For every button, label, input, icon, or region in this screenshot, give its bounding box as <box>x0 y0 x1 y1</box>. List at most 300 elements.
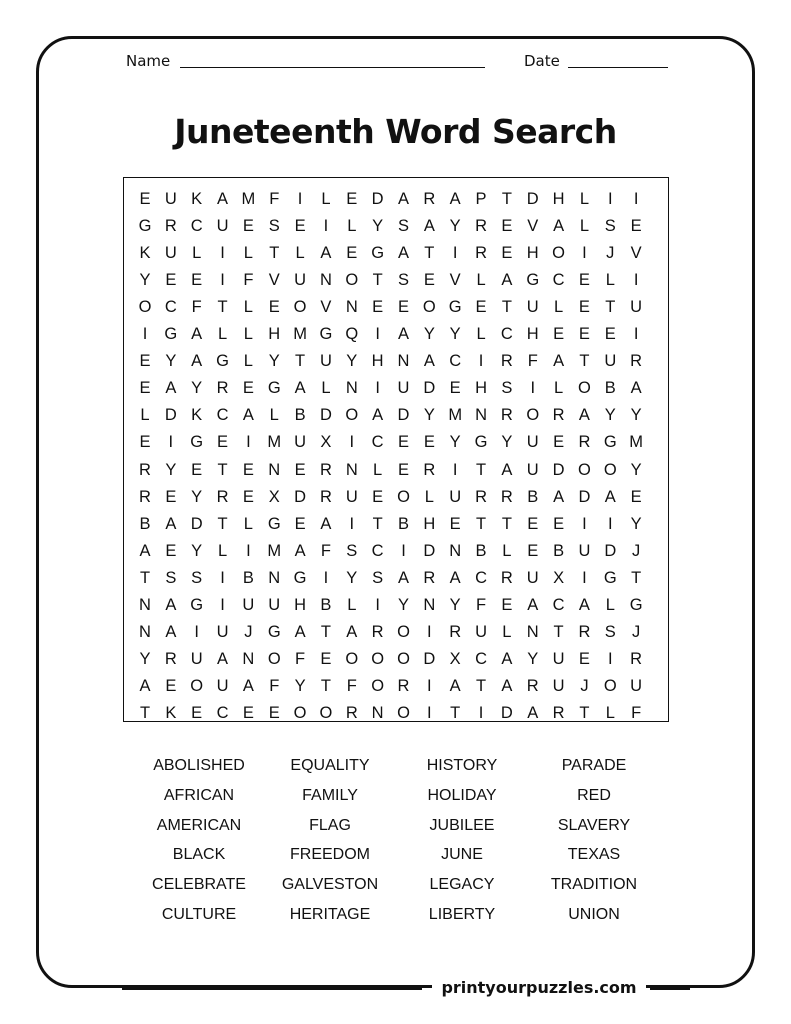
grid-cell[interactable]: O <box>293 703 307 722</box>
grid-cell[interactable]: E <box>397 460 409 479</box>
grid-cell[interactable]: E <box>630 487 642 506</box>
grid-cell[interactable]: I <box>427 622 432 641</box>
grid-cell[interactable]: L <box>321 379 331 398</box>
grid-cell[interactable]: I <box>452 460 458 479</box>
grid-cell[interactable]: A <box>397 190 409 208</box>
grid-cell[interactable]: V <box>630 244 642 263</box>
grid-cell[interactable]: A <box>527 703 539 722</box>
grid-cell[interactable]: E <box>578 325 590 344</box>
grid-cell[interactable]: U <box>190 649 203 668</box>
grid-cell[interactable]: Y <box>191 487 203 506</box>
grid-cell[interactable]: I <box>323 217 329 236</box>
grid-cell[interactable]: R <box>578 433 591 452</box>
grid-cell[interactable]: O <box>190 676 204 695</box>
grid-cell[interactable]: Q <box>345 325 359 344</box>
grid-cell[interactable]: G <box>629 595 643 614</box>
grid-cell[interactable]: R <box>139 487 151 506</box>
grid-cell[interactable]: E <box>553 514 565 533</box>
grid-cell[interactable]: S <box>268 217 280 236</box>
grid-cell[interactable]: A <box>242 676 254 695</box>
grid-cell[interactable]: T <box>501 514 512 533</box>
grid-cell[interactable]: F <box>269 190 280 208</box>
grid-cell[interactable]: H <box>371 352 384 371</box>
grid-cell[interactable]: Y <box>630 460 642 479</box>
grid-cell[interactable]: R <box>164 649 177 668</box>
grid-cell[interactable]: I <box>246 541 251 560</box>
grid-cell[interactable]: C <box>449 352 462 371</box>
grid-cell[interactable]: N <box>139 622 151 641</box>
grid-cell[interactable]: R <box>578 622 591 641</box>
grid-cell[interactable]: E <box>139 352 151 371</box>
grid-cell[interactable]: A <box>397 325 409 344</box>
grid-cell[interactable]: N <box>449 541 462 560</box>
grid-cell[interactable]: R <box>500 406 513 425</box>
grid-cell[interactable]: A <box>165 595 177 614</box>
grid-cell[interactable]: G <box>526 271 540 290</box>
grid-cell[interactable]: Y <box>423 406 435 425</box>
grid-cell[interactable]: A <box>604 487 616 506</box>
grid-cell[interactable]: N <box>345 460 358 479</box>
grid-cell[interactable]: R <box>345 703 358 722</box>
grid-cell[interactable]: I <box>349 433 355 452</box>
grid-cell[interactable]: R <box>423 568 436 587</box>
grid-cell[interactable]: J <box>244 622 253 641</box>
grid-cell[interactable]: R <box>526 676 539 695</box>
grid-cell[interactable]: D <box>578 487 591 506</box>
grid-cell[interactable]: L <box>476 271 486 290</box>
grid-cell[interactable]: F <box>476 595 487 614</box>
grid-cell[interactable]: J <box>632 541 641 560</box>
grid-cell[interactable]: Y <box>449 217 461 236</box>
grid-cell[interactable]: A <box>320 244 332 263</box>
grid-cell[interactable]: O <box>267 649 281 668</box>
grid-cell[interactable]: A <box>397 568 409 587</box>
grid-cell[interactable]: R <box>216 487 229 506</box>
grid-cell[interactable]: C <box>216 703 229 722</box>
grid-cell[interactable]: E <box>553 433 565 452</box>
grid-cell[interactable]: B <box>294 406 306 425</box>
grid-cell[interactable]: E <box>578 298 590 317</box>
grid-cell[interactable]: A <box>423 352 435 371</box>
grid-cell[interactable]: E <box>191 460 203 479</box>
grid-cell[interactable]: E <box>501 244 513 263</box>
grid-cell[interactable]: Y <box>527 649 539 668</box>
grid-cell[interactable]: R <box>500 568 513 587</box>
grid-cell[interactable]: L <box>605 703 615 722</box>
grid-cell[interactable]: E <box>242 487 254 506</box>
grid-cell[interactable]: A <box>139 676 151 695</box>
grid-cell[interactable]: Y <box>294 676 306 695</box>
grid-cell[interactable]: J <box>632 622 641 641</box>
grid-cell[interactable]: U <box>164 244 177 263</box>
grid-cell[interactable]: E <box>165 487 177 506</box>
grid-cell[interactable]: I <box>220 271 225 290</box>
grid-cell[interactable]: E <box>423 433 435 452</box>
grid-cell[interactable]: A <box>139 541 151 560</box>
grid-cell[interactable]: Y <box>630 514 642 533</box>
grid-cell[interactable]: D <box>604 541 617 560</box>
grid-cell[interactable]: E <box>630 217 642 236</box>
grid-cell[interactable]: R <box>216 379 229 398</box>
grid-cell[interactable]: I <box>220 568 225 587</box>
grid-cell[interactable]: I <box>142 325 148 344</box>
grid-cell[interactable]: D <box>164 406 177 425</box>
grid-cell[interactable]: D <box>423 541 436 560</box>
grid-cell[interactable]: L <box>243 325 253 344</box>
grid-cell[interactable]: T <box>217 514 228 533</box>
grid-cell[interactable]: I <box>297 190 303 208</box>
grid-cell[interactable]: X <box>320 433 332 452</box>
grid-cell[interactable]: Y <box>346 352 358 371</box>
grid-cell[interactable]: E <box>449 514 461 533</box>
grid-cell[interactable]: I <box>478 703 484 722</box>
grid-cell[interactable]: A <box>294 622 306 641</box>
grid-cell[interactable]: D <box>423 649 436 668</box>
grid-cell[interactable]: U <box>630 298 643 317</box>
grid-cell[interactable]: F <box>295 649 306 668</box>
grid-cell[interactable]: E <box>268 703 280 722</box>
grid-cell[interactable]: R <box>475 487 487 506</box>
name-field-line[interactable] <box>180 67 485 68</box>
grid-cell[interactable]: G <box>371 244 385 263</box>
grid-cell[interactable]: E <box>139 190 151 208</box>
grid-cell[interactable]: H <box>268 325 281 344</box>
grid-cell[interactable]: E <box>217 433 229 452</box>
grid-cell[interactable]: X <box>268 487 280 506</box>
grid-cell[interactable]: V <box>268 271 280 290</box>
grid-cell[interactable]: Y <box>165 352 177 371</box>
grid-cell[interactable]: T <box>579 703 590 722</box>
grid-cell[interactable]: G <box>474 433 488 452</box>
grid-cell[interactable]: A <box>346 622 358 641</box>
grid-cell[interactable]: R <box>552 703 565 722</box>
grid-cell[interactable]: A <box>397 244 409 263</box>
grid-cell[interactable]: I <box>323 568 329 587</box>
grid-cell[interactable]: E <box>139 433 151 452</box>
grid-cell[interactable]: S <box>397 217 409 236</box>
grid-cell[interactable]: E <box>423 271 435 290</box>
grid-cell[interactable]: I <box>401 541 406 560</box>
grid-cell[interactable]: Y <box>604 406 616 425</box>
grid-cell[interactable]: R <box>397 676 410 695</box>
grid-cell[interactable]: R <box>475 244 487 263</box>
grid-cell[interactable]: L <box>373 460 383 479</box>
grid-cell[interactable]: C <box>552 595 565 614</box>
grid-cell[interactable]: R <box>139 460 151 479</box>
grid-cell[interactable]: A <box>372 406 384 425</box>
grid-cell[interactable]: L <box>295 244 305 263</box>
grid-cell[interactable]: L <box>605 595 615 614</box>
grid-cell[interactable]: E <box>372 487 384 506</box>
grid-cell[interactable]: K <box>191 406 203 425</box>
grid-cell[interactable]: E <box>397 433 409 452</box>
grid-cell[interactable]: S <box>397 271 409 290</box>
grid-cell[interactable]: E <box>242 703 254 722</box>
grid-cell[interactable]: U <box>216 676 229 695</box>
grid-cell[interactable]: E <box>294 217 306 236</box>
grid-cell[interactable]: L <box>217 325 228 344</box>
grid-cell[interactable]: K <box>191 190 203 208</box>
grid-cell[interactable]: T <box>295 352 306 371</box>
grid-cell[interactable]: S <box>165 568 177 587</box>
grid-cell[interactable]: G <box>603 568 617 587</box>
grid-cell[interactable]: F <box>243 271 254 290</box>
grid-cell[interactable]: J <box>580 676 589 695</box>
grid-cell[interactable]: U <box>164 190 177 208</box>
grid-cell[interactable]: R <box>475 217 487 236</box>
grid-cell[interactable]: U <box>552 676 565 695</box>
grid-cell[interactable]: T <box>501 190 512 208</box>
grid-cell[interactable]: U <box>294 433 307 452</box>
grid-cell[interactable]: T <box>605 298 616 317</box>
grid-cell[interactable]: T <box>424 244 435 263</box>
grid-cell[interactable]: P <box>475 190 487 208</box>
grid-cell[interactable]: O <box>345 406 359 425</box>
grid-cell[interactable]: G <box>293 568 307 587</box>
grid-cell[interactable]: R <box>164 217 177 236</box>
grid-cell[interactable]: G <box>267 622 281 641</box>
grid-cell[interactable]: I <box>375 595 380 614</box>
grid-cell[interactable]: A <box>501 676 513 695</box>
grid-cell[interactable]: B <box>139 514 151 533</box>
grid-cell[interactable]: A <box>217 649 229 668</box>
grid-cell[interactable]: H <box>475 379 487 398</box>
grid-cell[interactable]: D <box>319 406 332 425</box>
grid-cell[interactable]: O <box>319 703 333 722</box>
grid-cell[interactable]: L <box>605 271 615 290</box>
grid-cell[interactable]: I <box>633 271 639 290</box>
grid-cell[interactable]: I <box>633 325 639 344</box>
grid-cell[interactable]: J <box>606 244 615 263</box>
grid-cell[interactable]: T <box>139 568 151 587</box>
grid-cell[interactable]: Y <box>449 325 461 344</box>
grid-cell[interactable]: A <box>191 352 203 371</box>
grid-cell[interactable]: E <box>346 190 358 208</box>
grid-cell[interactable]: T <box>450 703 461 722</box>
grid-cell[interactable]: L <box>217 541 228 560</box>
grid-cell[interactable]: A <box>294 541 306 560</box>
grid-cell[interactable]: S <box>191 568 203 587</box>
grid-cell[interactable]: A <box>449 190 461 208</box>
grid-cell[interactable]: I <box>633 190 639 208</box>
grid-cell[interactable]: O <box>138 298 152 317</box>
grid-cell[interactable]: A <box>501 649 513 668</box>
grid-cell[interactable]: L <box>424 487 434 506</box>
grid-cell[interactable]: L <box>243 298 253 317</box>
grid-cell[interactable]: I <box>427 676 432 695</box>
grid-cell[interactable]: T <box>553 622 564 641</box>
grid-cell[interactable]: F <box>346 676 357 695</box>
grid-cell[interactable]: A <box>630 379 642 398</box>
grid-cell[interactable]: A <box>449 568 461 587</box>
grid-cell[interactable]: H <box>526 325 539 344</box>
grid-cell[interactable]: A <box>191 325 203 344</box>
grid-cell[interactable]: E <box>242 379 254 398</box>
grid-cell[interactable]: R <box>630 352 643 371</box>
grid-cell[interactable]: U <box>216 217 229 236</box>
grid-cell[interactable]: O <box>578 379 591 398</box>
grid-cell[interactable]: F <box>269 676 280 695</box>
grid-cell[interactable]: E <box>191 703 203 722</box>
grid-cell[interactable]: Y <box>630 406 642 425</box>
grid-cell[interactable]: E <box>501 217 513 236</box>
grid-cell[interactable]: R <box>552 406 565 425</box>
grid-cell[interactable]: A <box>320 514 332 533</box>
grid-cell[interactable]: A <box>423 217 435 236</box>
grid-cell[interactable]: L <box>347 595 357 614</box>
grid-cell[interactable]: B <box>527 487 539 506</box>
grid-cell[interactable]: D <box>552 460 565 479</box>
grid-cell[interactable]: F <box>320 541 331 560</box>
grid-cell[interactable]: O <box>422 298 436 317</box>
grid-cell[interactable]: D <box>423 379 436 398</box>
grid-cell[interactable]: O <box>552 244 566 263</box>
grid-cell[interactable]: A <box>553 217 565 236</box>
grid-cell[interactable]: B <box>604 379 616 398</box>
grid-cell[interactable]: I <box>582 568 587 587</box>
grid-cell[interactable]: G <box>164 325 178 344</box>
grid-cell[interactable]: T <box>217 298 228 317</box>
grid-cell[interactable]: C <box>475 649 487 668</box>
grid-cell[interactable]: E <box>191 271 203 290</box>
grid-cell[interactable]: X <box>553 568 565 587</box>
grid-cell[interactable]: U <box>604 352 617 371</box>
grid-cell[interactable]: E <box>475 298 487 317</box>
grid-cell[interactable]: O <box>293 298 307 317</box>
grid-cell[interactable]: I <box>582 244 587 263</box>
grid-cell[interactable]: S <box>604 622 616 641</box>
grid-cell[interactable]: G <box>190 595 204 614</box>
grid-cell[interactable]: D <box>397 406 410 425</box>
grid-cell[interactable]: I <box>246 433 251 452</box>
grid-cell[interactable]: T <box>501 298 512 317</box>
grid-cell[interactable]: E <box>165 676 177 695</box>
grid-cell[interactable]: D <box>500 703 513 722</box>
grid-cell[interactable]: C <box>371 541 384 560</box>
date-field-line[interactable] <box>568 67 668 68</box>
grid-cell[interactable]: D <box>190 514 203 533</box>
grid-cell[interactable]: R <box>371 622 384 641</box>
grid-cell[interactable]: C <box>371 433 384 452</box>
grid-cell[interactable]: C <box>475 568 487 587</box>
grid-cell[interactable]: I <box>375 379 380 398</box>
grid-cell[interactable]: S <box>372 568 384 587</box>
grid-cell[interactable]: R <box>500 487 513 506</box>
grid-cell[interactable]: G <box>216 352 229 371</box>
grid-cell[interactable]: U <box>526 433 539 452</box>
grid-cell[interactable]: T <box>217 460 228 479</box>
grid-cell[interactable]: U <box>294 271 307 290</box>
grid-cell[interactable]: I <box>168 433 174 452</box>
grid-cell[interactable]: I <box>194 622 199 641</box>
grid-cell[interactable]: R <box>319 460 332 479</box>
grid-cell[interactable]: O <box>603 676 617 695</box>
grid-cell[interactable]: E <box>294 514 306 533</box>
grid-cell[interactable]: L <box>476 325 486 344</box>
grid-cell[interactable]: O <box>526 406 540 425</box>
grid-cell[interactable]: D <box>371 190 384 208</box>
grid-cell[interactable]: G <box>267 379 281 398</box>
grid-cell[interactable]: M <box>293 325 307 344</box>
grid-cell[interactable]: Y <box>397 595 409 614</box>
grid-cell[interactable]: E <box>553 325 565 344</box>
grid-cell[interactable]: L <box>243 352 253 371</box>
grid-cell[interactable]: N <box>268 460 281 479</box>
grid-cell[interactable]: O <box>397 487 410 506</box>
grid-cell[interactable]: U <box>449 487 462 506</box>
grid-cell[interactable]: U <box>242 595 255 614</box>
grid-cell[interactable]: O <box>397 703 410 722</box>
grid-cell[interactable]: A <box>578 595 590 614</box>
grid-cell[interactable]: A <box>242 406 254 425</box>
grid-cell[interactable]: T <box>372 514 383 533</box>
grid-cell[interactable]: N <box>139 595 151 614</box>
grid-cell[interactable]: M <box>448 406 463 425</box>
grid-cell[interactable]: T <box>631 568 642 587</box>
grid-cell[interactable]: E <box>449 379 461 398</box>
grid-cell[interactable]: G <box>448 298 462 317</box>
grid-cell[interactable]: I <box>608 649 613 668</box>
grid-cell[interactable]: C <box>164 298 177 317</box>
grid-cell[interactable]: M <box>267 433 282 452</box>
grid-cell[interactable]: N <box>319 271 332 290</box>
grid-cell[interactable]: E <box>242 460 254 479</box>
grid-cell[interactable]: B <box>553 541 565 560</box>
grid-cell[interactable]: T <box>476 676 487 695</box>
grid-cell[interactable]: U <box>526 298 539 317</box>
grid-cell[interactable]: O <box>371 676 385 695</box>
grid-cell[interactable]: E <box>372 298 384 317</box>
grid-cell[interactable]: F <box>191 298 202 317</box>
grid-cell[interactable]: Y <box>139 649 151 668</box>
grid-cell[interactable]: O <box>371 649 385 668</box>
grid-cell[interactable]: S <box>346 541 358 560</box>
grid-cell[interactable]: B <box>397 514 409 533</box>
grid-cell[interactable]: L <box>502 541 512 560</box>
grid-cell[interactable]: O <box>578 460 591 479</box>
grid-cell[interactable]: U <box>552 649 565 668</box>
grid-cell[interactable]: G <box>319 325 333 344</box>
grid-cell[interactable]: A <box>294 379 306 398</box>
grid-cell[interactable]: E <box>165 271 177 290</box>
grid-cell[interactable]: F <box>527 352 538 371</box>
grid-cell[interactable]: Y <box>346 568 358 587</box>
grid-cell[interactable]: L <box>243 244 253 263</box>
grid-cell[interactable]: C <box>190 217 203 236</box>
grid-cell[interactable]: R <box>449 622 462 641</box>
grid-cell[interactable]: M <box>629 433 644 452</box>
grid-cell[interactable]: L <box>269 406 279 425</box>
grid-cell[interactable]: L <box>502 622 512 641</box>
grid-cell[interactable]: U <box>578 541 591 560</box>
grid-cell[interactable]: Y <box>449 433 461 452</box>
grid-cell[interactable]: I <box>582 514 587 533</box>
grid-cell[interactable]: G <box>267 514 281 533</box>
grid-cell[interactable]: E <box>320 649 332 668</box>
grid-cell[interactable]: U <box>526 460 539 479</box>
grid-cell[interactable]: I <box>452 244 458 263</box>
grid-cell[interactable]: L <box>347 217 357 236</box>
grid-cell[interactable]: U <box>268 595 281 614</box>
grid-cell[interactable]: X <box>449 649 461 668</box>
grid-cell[interactable]: L <box>579 217 590 236</box>
grid-cell[interactable]: H <box>423 514 436 533</box>
grid-cell[interactable]: E <box>397 298 409 317</box>
grid-cell[interactable]: C <box>216 406 229 425</box>
grid-cell[interactable]: U <box>345 487 358 506</box>
grid-cell[interactable]: T <box>320 676 331 695</box>
grid-cell[interactable]: N <box>371 703 384 722</box>
